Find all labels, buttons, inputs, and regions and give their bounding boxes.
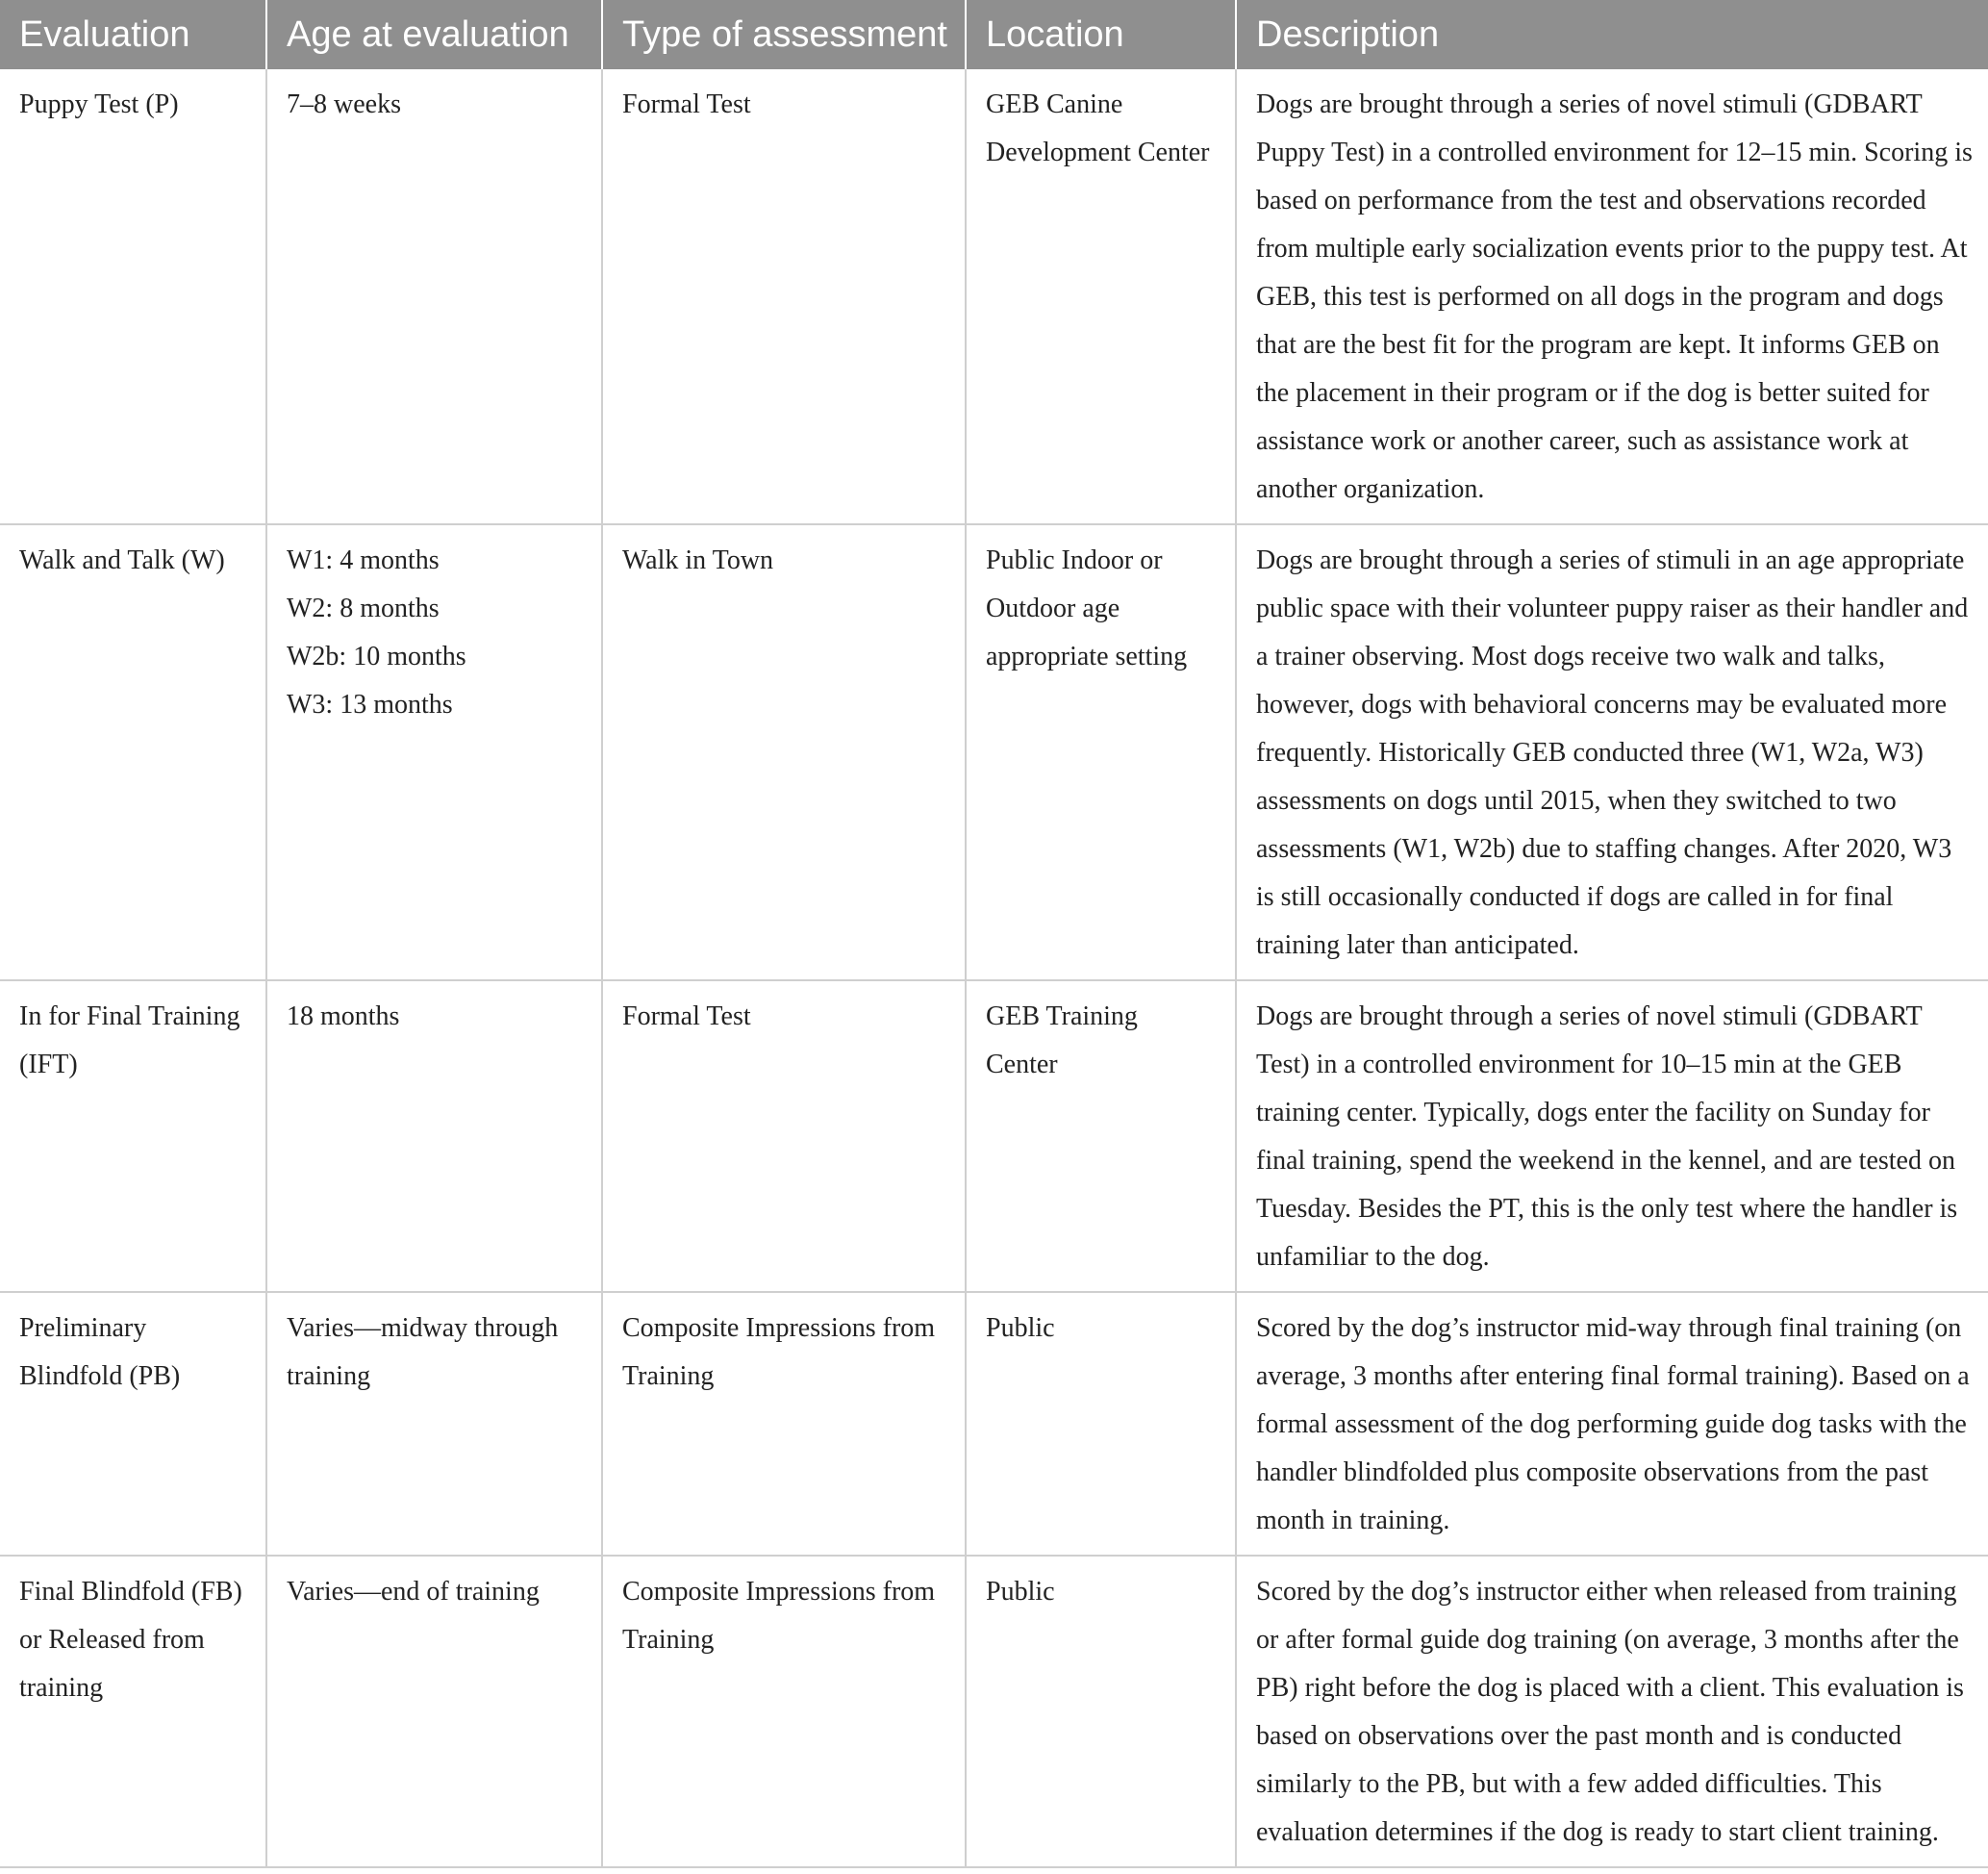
cell-location: Public <box>966 1556 1236 1867</box>
cell-description: Dogs are brought through a series of novel stimuli (GDBART Puppy Test) in a controlled environment for 12–15 min. Scoring is based on performance from the test and observations recorded from multiple early socialization events prior to the puppy test. At GEB, this test is performed on all dogs in the program and dogs that are the best fit for the program are kept. It informs GEB on the placement in their program or if the dog is better suited for assistance work or another career, such as assistance work at another organization. <box>1236 69 1988 524</box>
header-age: Age at evaluation <box>266 0 602 69</box>
cell-evaluation: Final Blindfold (FB) or Released from training <box>0 1556 266 1867</box>
table-row <box>0 1556 1988 1867</box>
table-row <box>0 980 1988 1292</box>
header-evaluation: Evaluation <box>0 0 266 69</box>
cell-age <box>266 524 602 980</box>
cell-location: Public <box>966 1292 1236 1556</box>
cell-description: Scored by the dog’s instructor either when released from training or after formal guide dog training (on average, 3 months after the PB) right before the dog is placed with a client. This evaluation is based on observations over the past month and is conducted similarly to the PB, but with a few added difficulties. This evaluation determines if the dog is ready to start client training. <box>1236 1556 1988 1867</box>
cell-location: GEB Training Center <box>966 980 1236 1292</box>
header-row <box>0 0 1988 69</box>
cell-type: Formal Test <box>602 69 966 524</box>
cell-evaluation: In for Final Training (IFT) <box>0 980 266 1292</box>
cell-age <box>266 69 602 524</box>
cell-description: Dogs are brought through a series of stimuli in an age appropriate public space with their volunteer puppy raiser as their handler and a trainer observing. Most dogs receive two walk and talks, however, dogs with behavioral concerns may be evaluated more frequently. Historically GEB conducted three (W1, W2a, W3) assessments on dogs until 2015, when they switched to two assessments (W1, W2b) due to staffing changes. After 2020, W3 is still occasionally conducted if dogs are called in for final training later than anticipated. <box>1236 524 1988 980</box>
cell-location: Public Indoor or Outdoor age appropriate setting <box>966 524 1236 980</box>
header-description: Description <box>1236 0 1988 69</box>
cell-type: Composite Impressions from Training <box>602 1556 966 1867</box>
cell-type: Formal Test <box>602 980 966 1292</box>
table-row <box>0 1292 1988 1556</box>
table-row <box>0 69 1988 524</box>
cell-description: Scored by the dog’s instructor mid-way through final training (on average, 3 months after entering final formal training). Based on a formal assessment of the dog performing guide dog tasks with the handler blindfolded plus composite observations from the past month in training. <box>1236 1292 1988 1556</box>
table-row <box>0 524 1988 980</box>
cell-type: Walk in Town <box>602 524 966 980</box>
age-line: 18 months <box>287 1001 400 1031</box>
cell-type: Composite Impressions from Training <box>602 1292 966 1556</box>
cell-description: Dogs are brought through a series of novel stimuli (GDBART Test) in a controlled environment for 10–15 min at the GEB training center. Typically, dogs enter the facility on Sunday for final training, spend the weekend in the kennel, and are tested on Tuesday. Besides the PT, this is the only test where the handler is unfamiliar to the dog. <box>1236 980 1988 1292</box>
cell-age <box>266 1556 602 1867</box>
age-line: Varies—midway through training <box>287 1313 559 1391</box>
age-line: W2b: 10 months <box>287 642 466 671</box>
cell-evaluation: Walk and Talk (W) <box>0 524 266 980</box>
cell-evaluation: Preliminary Blindfold (PB) <box>0 1292 266 1556</box>
cell-age <box>266 1292 602 1556</box>
header-type: Type of assessment <box>602 0 966 69</box>
header-location: Location <box>966 0 1236 69</box>
cell-evaluation: Puppy Test (P) <box>0 69 266 524</box>
age-line: 7–8 weeks <box>287 89 401 119</box>
age-line: W2: 8 months <box>287 594 440 623</box>
age-line: W3: 13 months <box>287 690 453 720</box>
cell-age <box>266 980 602 1292</box>
cell-location: GEB Canine Development Center <box>966 69 1236 524</box>
age-line: W1: 4 months <box>287 545 440 575</box>
age-line: Varies—end of training <box>287 1577 540 1607</box>
